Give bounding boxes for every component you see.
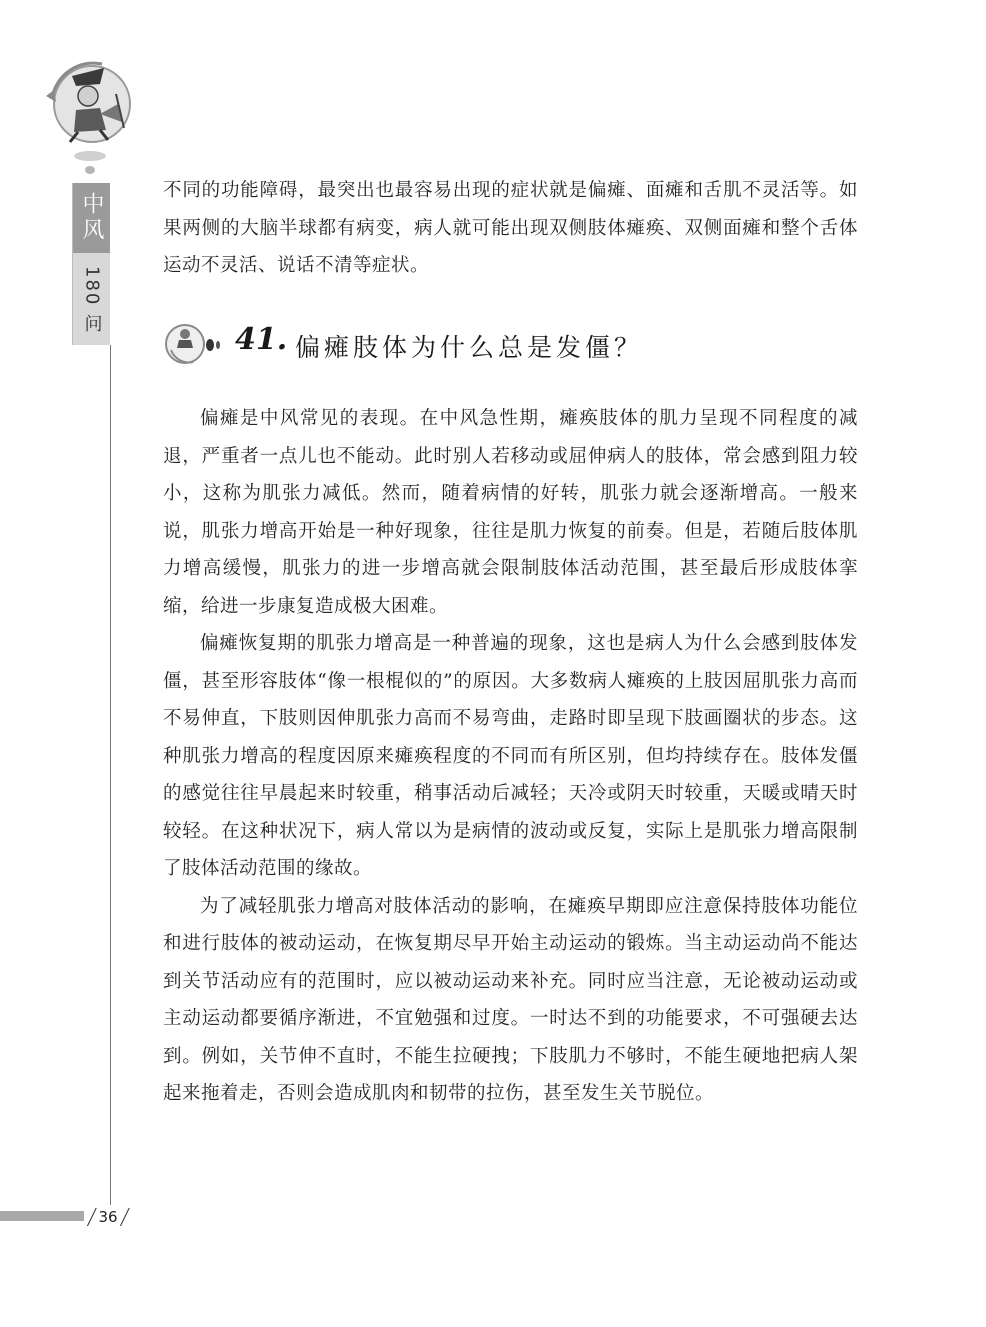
body-text <box>163 400 858 1113</box>
slash-icon: / <box>118 1204 131 1230</box>
page-number-bar <box>0 1211 84 1221</box>
paragraph: 偏瘫是中风常见的表现。在中风急性期，瘫痪肢体的肌力呈现不同程度的减退，严重者一点儿也不能动。此时别人若移动或屈伸病人的肢体，常会感到阻力较小，这称为肌张力减低。然而，随着病情的好转，肌张力就会逐渐增高。一般来说，肌张力增高开始是一种好现象，往往是肌力恢复的前奏。但是，若随后肢体肌力增高缓慢，肌张力的进一步增高就会限制肢体活动范围，甚至最后形成肢体挛缩，给进一步康复造成极大困难。 <box>163 408 858 617</box>
section-heading <box>163 318 863 370</box>
slash-icon: / <box>85 1204 98 1230</box>
side-tab-title: 中风 <box>79 192 104 244</box>
section-number: 41. <box>235 322 288 357</box>
paragraph: 偏瘫恢复期的肌张力增高是一种普遍的现象，这也是病人为什么会感到肢体发僵，甚至形容肢体“像一根棍似的”的原因。大多数病人瘫痪的上肢因屈肌张力高而不易伸直，下肢则因伸肌张力高而不易弯曲，走路时即呈现下肢画圈状的步态。这种肌张力增高的程度因原来瘫痪程度的不同而有所区别，但均持续存在。肢体发僵的感觉往往早晨起来时较重，稍事活动后减轻；天冷或阴天时较重，天暖或晴天时较轻。在这种状况下，病人常以为是病情的波动或反复，实际上是肌张力增高限制了肢体活动范围的缘故。 <box>163 633 858 879</box>
paragraph: 为了减轻肌张力增高对肢体活动的影响，在瘫痪早期即应注意保持肢体功能位和进行肢体的被动运动，在恢复期尽早开始主动运动的锻炼。当主动运动尚不能达到关节活动应有的范围时，应以被动运动来补充。同时应当注意，无论被动运动或主动运动都要循序渐进，不宜勉强和过度。一时达不到的功能要求，不可强硬去达到。例如，关节伸不直时，不能生拉硬拽；下肢肌力不够时，不能生硬地把病人架起来拖着走，否则会造成肌肉和韧带的拉伤，甚至发生关节脱位。 <box>163 895 858 1104</box>
section-bullet-icon <box>163 318 223 370</box>
page-number-value: 36 <box>98 1208 118 1226</box>
intro-paragraph: 不同的功能障碍，最突出也最容易出现的症状就是偏瘫、面瘫和舌肌不灵活等。如果两侧的大脑半球都有病变，病人就可能出现双侧肢体瘫痪、双侧面瘫和整个舌体运动不灵活、说话不清等症状。 <box>163 180 858 276</box>
intro-block <box>163 172 858 285</box>
section-title: 偏瘫肢体为什么总是发僵？ <box>295 333 644 362</box>
doctor-mascot-icon <box>42 58 138 178</box>
page-number <box>86 1202 130 1232</box>
side-tab-subtitle: 180 问 <box>81 265 103 335</box>
margin-rule <box>110 345 111 1205</box>
side-tab <box>72 183 110 345</box>
